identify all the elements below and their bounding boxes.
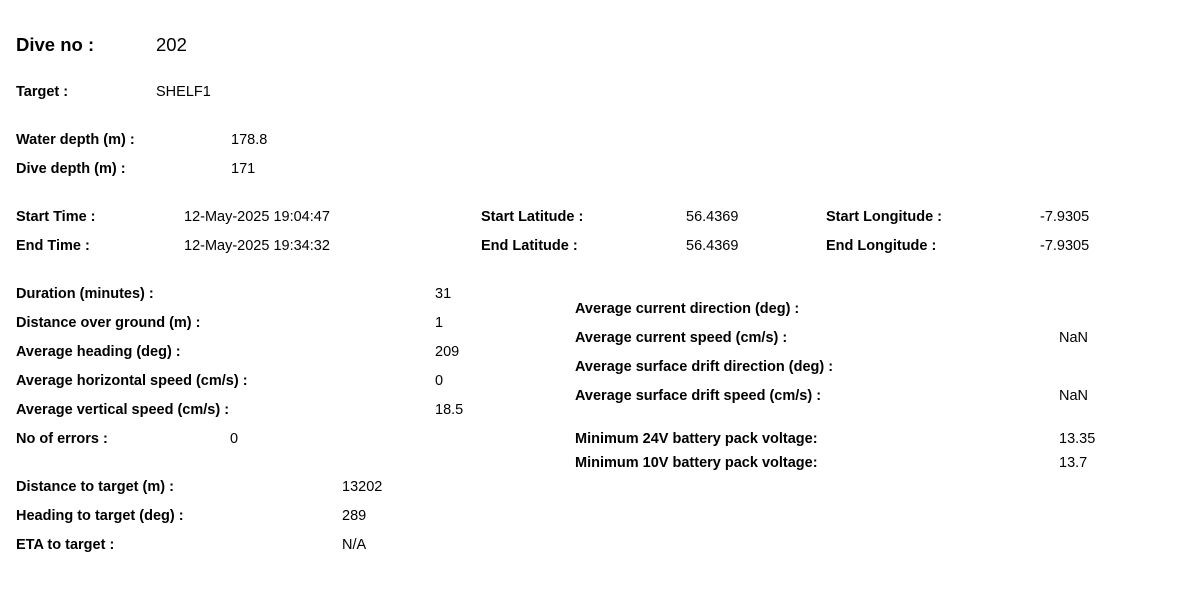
- heading-to-target-value: 289: [342, 508, 367, 524]
- end-latitude-label: End Latitude :: [481, 238, 578, 254]
- eta-to-target-label: ETA to target :: [16, 537, 115, 553]
- duration-label: Duration (minutes) :: [16, 286, 154, 302]
- average-horizontal-speed-value: 0: [435, 373, 444, 389]
- dive-no-label: Dive no :: [16, 34, 95, 55]
- minimum-24v-voltage-value: 13.35: [1059, 431, 1096, 447]
- start-time-label: Start Time :: [16, 209, 96, 225]
- average-horizontal-speed-label: Average horizontal speed (cm/s) :: [16, 373, 248, 389]
- average-surface-drift-speed-label: Average surface drift speed (cm/s) :: [575, 388, 822, 404]
- average-heading-label: Average heading (deg) :: [16, 344, 181, 360]
- end-latitude-value: 56.4369: [686, 238, 739, 254]
- end-longitude-value: -7.9305: [1040, 238, 1090, 254]
- start-longitude-label: Start Longitude :: [826, 209, 942, 225]
- start-latitude-value: 56.4369: [686, 209, 739, 225]
- distance-over-ground-label: Distance over ground (m) :: [16, 315, 201, 331]
- start-latitude-label: Start Latitude :: [481, 209, 584, 225]
- end-time-value: 12-May-2025 19:34:32: [184, 238, 330, 254]
- duration-value: 31: [435, 286, 452, 302]
- average-current-speed-value: NaN: [1059, 330, 1089, 346]
- distance-over-ground-value: 1: [435, 315, 444, 331]
- end-longitude-label: End Longitude :: [826, 238, 937, 254]
- minimum-24v-voltage-label: Minimum 24V battery pack voltage:: [575, 431, 818, 447]
- distance-to-target-label: Distance to target (m) :: [16, 479, 174, 495]
- dive-depth-value: 171: [231, 161, 256, 177]
- errors-label: No of errors :: [16, 431, 108, 447]
- water-depth-value: 178.8: [231, 132, 268, 148]
- target-label: Target :: [16, 84, 69, 100]
- end-time-label: End Time :: [16, 238, 90, 254]
- average-surface-drift-speed-value: NaN: [1059, 388, 1089, 404]
- average-surface-drift-direction-label: Average surface drift direction (deg) :: [575, 359, 834, 375]
- minimum-10v-voltage-value: 13.7: [1059, 455, 1088, 471]
- water-depth-label: Water depth (m) :: [16, 132, 135, 148]
- target-value: SHELF1: [156, 84, 211, 100]
- average-current-direction-label: Average current direction (deg) :: [575, 301, 800, 317]
- average-vertical-speed-value: 18.5: [435, 402, 464, 418]
- heading-to-target-label: Heading to target (deg) :: [16, 508, 184, 524]
- start-time-value: 12-May-2025 19:04:47: [184, 209, 330, 225]
- start-longitude-value: -7.9305: [1040, 209, 1090, 225]
- dive-no-value: 202: [156, 34, 187, 55]
- average-heading-value: 209: [435, 344, 460, 360]
- minimum-10v-voltage-label: Minimum 10V battery pack voltage:: [575, 455, 818, 471]
- eta-to-target-value: N/A: [342, 537, 367, 553]
- errors-value: 0: [230, 431, 239, 447]
- average-current-speed-label: Average current speed (cm/s) :: [575, 330, 788, 346]
- dive-depth-label: Dive depth (m) :: [16, 161, 126, 177]
- distance-to-target-value: 13202: [342, 479, 383, 495]
- average-vertical-speed-label: Average vertical speed (cm/s) :: [16, 402, 230, 418]
